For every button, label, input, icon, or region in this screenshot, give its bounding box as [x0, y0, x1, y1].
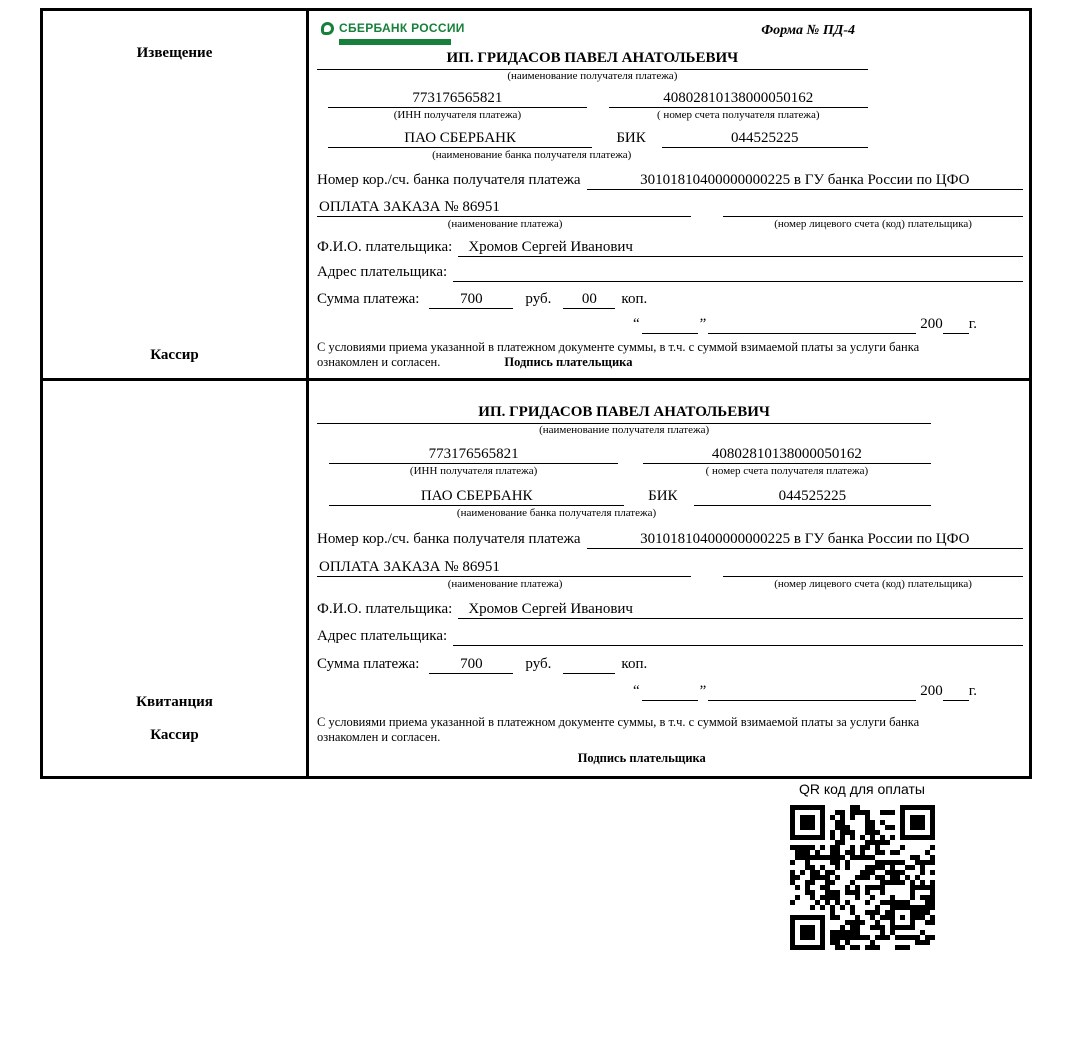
payment-purpose-row	[317, 198, 1023, 217]
payer-name-label: Ф.И.О. плательщика:	[317, 601, 453, 617]
notice-section	[43, 11, 1029, 381]
account-caption: ( номер счета получателя платежа)	[657, 109, 820, 121]
sberbank-logo-top	[321, 19, 465, 38]
bik-value: 044525225	[662, 129, 868, 148]
bik-label: БИК	[616, 130, 646, 146]
payer-name-row	[317, 600, 1023, 619]
receipt-stub	[43, 381, 309, 776]
terms-line1: С условиями приема указанной в платежном документе суммы, в т.ч. с суммой взимаемой платы за услуги банка	[317, 340, 920, 354]
purpose-captions-row	[317, 218, 1023, 231]
sberbank-logo-icon	[321, 22, 334, 35]
stub-cashier-notice: Кассир	[150, 347, 199, 363]
payer-address-blank	[453, 265, 1023, 282]
stub-title-receipt: Квитанция	[136, 694, 213, 710]
inn-caption: (ИНН получателя платежа)	[409, 465, 538, 477]
form-number: Форма № ПД-4	[761, 23, 855, 38]
bank-name-value: ПАО СБЕРБАНК	[329, 487, 624, 506]
bik-value: 044525225	[694, 487, 932, 506]
personal-account-caption: (номер лицевого счета (код) плательщика)	[774, 578, 972, 590]
bik-label: БИК	[648, 488, 678, 504]
receipt-section	[43, 381, 1029, 776]
corr-account-row	[317, 171, 1023, 190]
sberbank-logo	[321, 19, 465, 45]
payer-name-row	[317, 238, 1023, 257]
terms-line2: ознакомлен и согласен.	[317, 355, 441, 369]
receipt-form-body	[309, 381, 1029, 776]
payer-name-value: Хромов Сергей Иванович	[458, 600, 1023, 619]
inn-account-captions	[317, 465, 931, 478]
date-day-blank	[642, 684, 698, 701]
payee-caption: (наименование получателя платежа)	[539, 424, 710, 436]
payment-purpose-row	[317, 558, 1023, 577]
notice-form-body	[309, 11, 1029, 378]
rub-label: руб.	[525, 291, 552, 307]
purpose-captions-row	[317, 578, 1023, 591]
amount-row	[317, 290, 1023, 309]
payee-block	[317, 403, 931, 520]
amount-kop-blank	[563, 657, 615, 674]
amount-rub-value: 700	[429, 290, 513, 309]
payer-signature-label: Подпись плательщика	[504, 355, 633, 369]
corr-account-label: Номер кор./сч. банка получателя платежа	[317, 172, 581, 188]
payer-address-blank	[453, 629, 1023, 646]
purpose-caption: (наименование платежа)	[447, 578, 563, 590]
terms-block	[317, 715, 1023, 745]
corr-account-value: 30101810400000000225 в ГУ банка России по ЦФО	[587, 530, 1023, 549]
payment-form-pd4	[40, 8, 1032, 779]
bank-caption: (наименование банка получателя платежа)	[432, 149, 632, 161]
terms-line2-row	[317, 355, 1023, 370]
stub-title-notice: Извещение	[136, 45, 213, 61]
sberbank-tagline-bar	[339, 39, 451, 45]
payee-inn-value: 773176565821	[328, 89, 587, 108]
kop-label: коп.	[621, 291, 648, 307]
terms-block	[317, 340, 1023, 370]
date-month-blank	[708, 317, 916, 334]
account-caption: ( номер счета получателя платежа)	[705, 465, 869, 477]
corr-account-row	[317, 530, 1023, 549]
date-year-blank	[943, 317, 969, 334]
payer-signature-label: Подпись плательщика	[577, 751, 706, 765]
date-row	[317, 682, 1023, 701]
personal-account-caption: (номер лицевого счета (код) плательщика)	[774, 218, 972, 230]
amount-label: Сумма платежа:	[317, 656, 420, 672]
date-day-blank	[642, 317, 698, 334]
payer-address-label: Адрес плательщика:	[317, 264, 448, 280]
date-year-suffix: г.	[968, 683, 977, 699]
personal-account-blank	[723, 200, 1023, 217]
bank-name-value: ПАО СБЕРБАНК	[328, 129, 592, 148]
date-year-prefix: 200	[920, 683, 943, 699]
purpose-caption: (наименование платежа)	[447, 218, 563, 230]
inn-account-row	[317, 89, 868, 108]
bank-row	[317, 129, 868, 148]
payee-name: ИП. ГРИДАСОВ ПАВЕЛ АНАТОЛЬЕВИЧ	[317, 49, 868, 70]
payee-block	[317, 49, 868, 162]
bank-row	[317, 487, 931, 506]
date-year-suffix: г.	[968, 316, 977, 332]
date-quote-open: “	[632, 683, 640, 699]
payee-account-value: 40802810138000050162	[609, 89, 868, 108]
payer-address-label: Адрес плательщика:	[317, 628, 448, 644]
amount-rub-value: 700	[429, 655, 513, 674]
payer-name-value: Хромов Сергей Иванович	[458, 238, 1023, 257]
date-year-blank	[943, 684, 969, 701]
amount-kop-value: 00	[563, 290, 615, 309]
payee-inn-value: 773176565821	[329, 445, 618, 464]
personal-account-blank	[723, 560, 1023, 577]
qr-caption: QR код для оплаты	[798, 781, 925, 797]
sberbank-logo-text: СБЕРБАНК РОССИИ	[339, 21, 465, 35]
corr-account-label: Номер кор./сч. банка получателя платежа	[317, 531, 581, 547]
inn-caption: (ИНН получателя платежа)	[393, 109, 522, 121]
terms-line2: ознакомлен и согласен.	[317, 730, 441, 744]
payment-qr-code	[790, 805, 935, 950]
payee-caption: (наименование получателя платежа)	[507, 70, 678, 82]
date-month-blank	[708, 684, 916, 701]
date-quote-open: “	[632, 316, 640, 332]
amount-label: Сумма платежа:	[317, 291, 420, 307]
form-header-row	[317, 19, 1023, 47]
terms-line1: С условиями приема указанной в платежном документе суммы, в т.ч. с суммой взимаемой платы за услуги банка	[317, 715, 920, 729]
payment-purpose-value: ОПЛАТА ЗАКАЗА № 86951	[317, 198, 691, 217]
payee-name: ИП. ГРИДАСОВ ПАВЕЛ АНАТОЛЬЕВИЧ	[317, 403, 931, 424]
payer-address-row	[317, 627, 1023, 646]
date-quote-close: ”	[699, 683, 707, 699]
inn-account-captions	[317, 109, 868, 122]
rub-label: руб.	[525, 656, 552, 672]
payer-name-label: Ф.И.О. плательщика:	[317, 239, 453, 255]
payment-purpose-value: ОПЛАТА ЗАКАЗА № 86951	[317, 558, 691, 577]
kop-label: коп.	[621, 656, 648, 672]
bank-caption: (наименование банка получателя платежа)	[456, 507, 657, 519]
date-quote-close: ”	[699, 316, 707, 332]
payer-address-row	[317, 263, 1023, 282]
date-row	[317, 315, 1023, 334]
payee-account-value: 40802810138000050162	[643, 445, 932, 464]
inn-account-row	[317, 445, 931, 464]
date-year-prefix: 200	[920, 316, 943, 332]
notice-stub	[43, 11, 309, 378]
qr-block	[786, 781, 938, 950]
stub-cashier-receipt: Кассир	[150, 727, 199, 743]
amount-row	[317, 655, 1023, 674]
corr-account-value: 30101810400000000225 в ГУ банка России по ЦФО	[587, 171, 1023, 190]
